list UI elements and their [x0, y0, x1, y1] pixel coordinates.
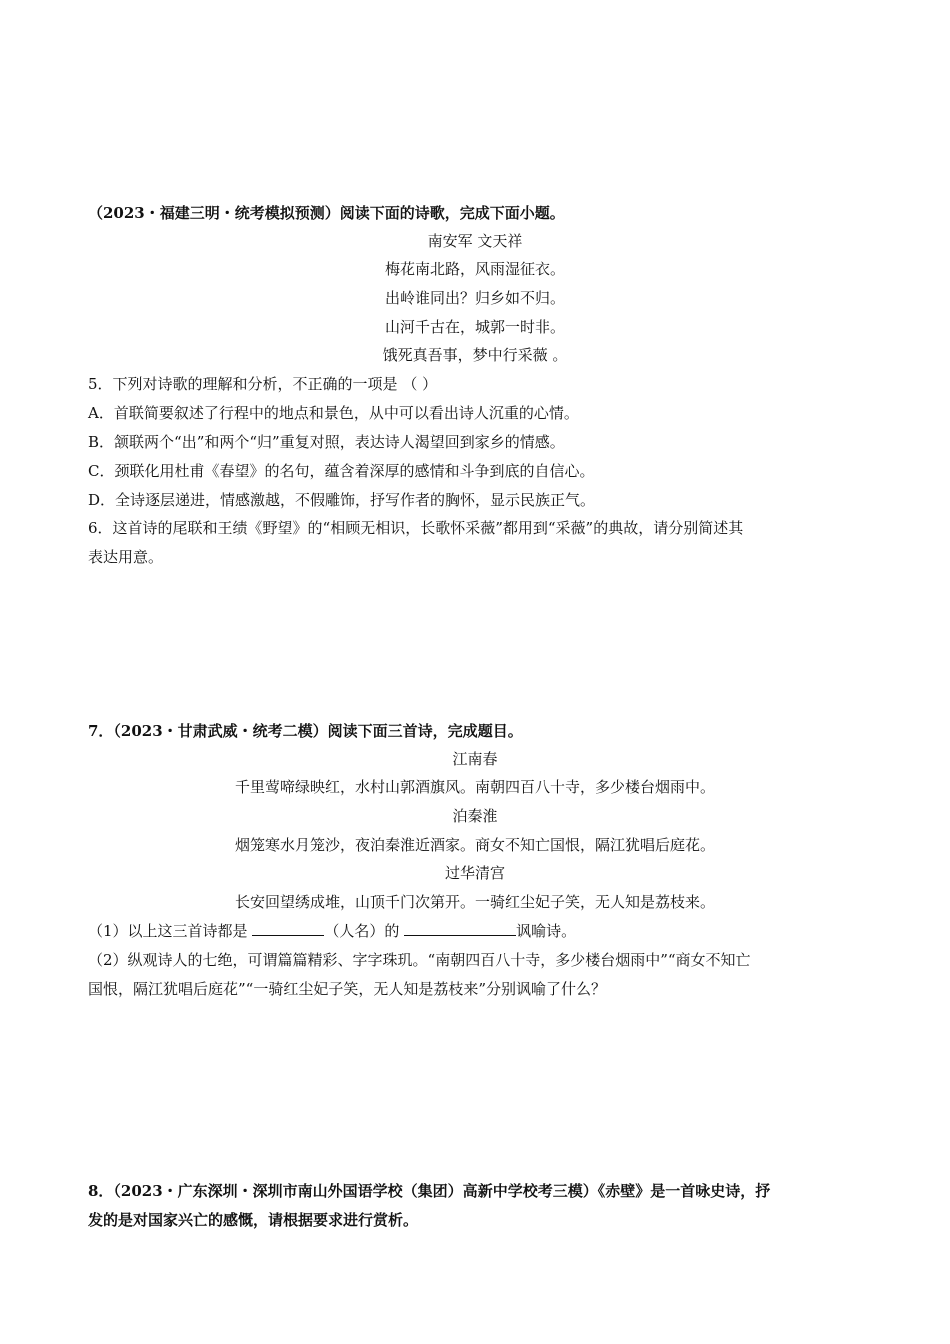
poem-title: 泊秦淮 — [452, 807, 498, 825]
answer-blank-name[interactable] — [252, 921, 324, 936]
question-7-sub2-line1: （2）纵观诗人的七绝，可谓篇篇精彩、字字珠玑。“南朝四百八十寺，多少楼台烟雨中”“商女不知亡 — [88, 951, 751, 969]
poem-text: 长安回望绣成堆，山顶千门次第开。一骑红尘妃子笑，无人知是荔枝来。 — [234, 893, 715, 911]
poem-line: 梅花南北路，风雨湿征衣。 — [384, 260, 565, 278]
question-5-option-c: C．颈联化用杜甫《春望》的名句，蕴含着深厚的感情和斗争到底的自信心。 — [88, 462, 595, 480]
question-7-header: 7．（2023・甘肃武威・统考二模）阅读下面三首诗，完成题目。 — [88, 722, 523, 740]
poem-line: 饿死真吾事，梦中行采薇 。 — [382, 346, 568, 364]
question-5-option-d: D．全诗逐层递进，情感激越，不假雕饰，抒写作者的胸怀，显示民族正气。 — [88, 491, 596, 509]
poem-title: 江南春 — [452, 750, 498, 768]
question-8-line2: 发的是对国家兴亡的感慨，请根据要求进行赏析。 — [88, 1211, 419, 1229]
poem-line: 山河千古在，城郭一时非。 — [384, 318, 565, 336]
question-6-line2: 表达用意。 — [88, 548, 164, 566]
sub1-text-b: （人名）的 — [324, 922, 405, 940]
question-5-stem: 5．下列对诗歌的理解和分析，不正确的一项是 （ ） — [88, 375, 438, 393]
question-5-option-b: B．颔联两个“出”和两个“归”重复对照，表达诗人渴望回到家乡的情感。 — [88, 433, 565, 451]
sub1-text-c: 讽喻诗。 — [516, 922, 577, 940]
section1-header: （2023・福建三明・统考模拟预测）阅读下面的诗歌，完成下面小题。 — [88, 204, 565, 222]
poem-title: 过华清宫 — [444, 864, 505, 882]
sub1-text-a: （1）以上这三首诗都是 — [88, 922, 253, 940]
question-6-line1: 6．这首诗的尾联和王绩《野望》的“相顾无相识，长歌怀采薇”都用到“采薇”的典故，请分别简述其 — [88, 519, 744, 537]
answer-blank-type[interactable] — [404, 921, 516, 936]
question-7-sub1 — [88, 920, 576, 942]
question-8-line1: 8．（2023・广东深圳・深圳市南山外国语学校（集团）高新中学校考三模）《赤壁》是一首咏史诗，抒 — [88, 1182, 771, 1200]
poem-text: 千里莺啼绿映红，水村山郭酒旗风。南朝四百八十寺，多少楼台烟雨中。 — [234, 778, 715, 796]
poem-title: 南安军 文天祥 — [427, 232, 523, 250]
question-7-sub2-line2: 国恨，隔江犹唱后庭花”“一骑红尘妃子笑，无人知是荔枝来”分别讽喻了什么？ — [88, 980, 607, 998]
question-5-option-a: A．首联简要叙述了行程中的地点和景色，从中可以看出诗人沉重的心情。 — [88, 404, 579, 422]
poem-line: 出岭谁同出？归乡如不归。 — [384, 289, 565, 307]
poem-text: 烟笼寒水月笼沙，夜泊秦淮近酒家。商女不知亡国恨，隔江犹唱后庭花。 — [234, 836, 715, 854]
